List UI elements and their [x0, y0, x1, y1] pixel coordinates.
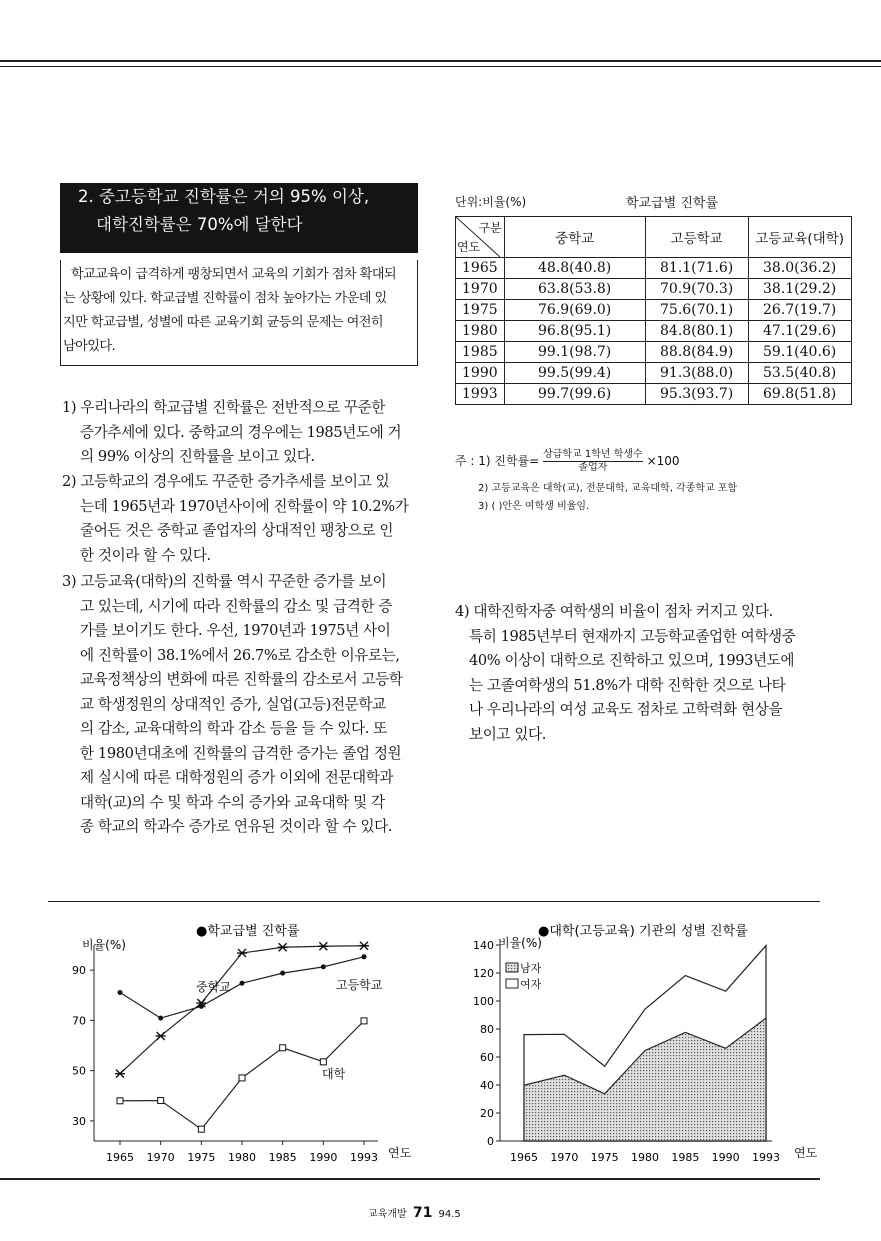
- text-line: 고 있는데, 시기에 따라 진학률의 감소 및 급격한 증: [80, 597, 393, 615]
- x-axis-label: 연도: [388, 1146, 412, 1160]
- text-line: 보이고 있다.: [469, 725, 546, 743]
- corner-top-label: 구분: [478, 221, 502, 235]
- text-line: 4) 대학진학자중 여학생의 비율이 점차 커지고 있다.: [455, 603, 773, 620]
- y-tick-label: 80: [480, 1023, 494, 1036]
- table-header: 고등학교: [645, 217, 748, 258]
- table-row: [456, 258, 852, 279]
- area-chart-svg: [460, 905, 820, 1177]
- text-line: 40% 이상이 대학으로 진학하고 있으며, 1993년도에: [469, 652, 795, 669]
- legend-swatch-male: [506, 963, 518, 972]
- table-header-row: [456, 217, 852, 258]
- table-row: [456, 300, 852, 321]
- x-tick-label: 1993: [350, 1151, 378, 1164]
- text-line: 3) 고등교육(대학)의 진학률 역시 꾸준한 증가를 보이: [62, 573, 387, 590]
- text-line: 줄어든 것은 중학교 졸업자의 상대적인 팽창으로 인: [80, 522, 394, 539]
- x-tick-label: 1965: [106, 1151, 134, 1164]
- summary-line: 지만 학교급별, 성별에 따른 교육기회 균등의 문제는 여전히: [63, 315, 384, 330]
- table-row: [456, 342, 852, 363]
- table-row: [456, 279, 852, 300]
- data-point-square: [198, 1126, 204, 1132]
- table-header: 고등교육(대학): [748, 217, 851, 258]
- summary-box: [60, 260, 418, 366]
- series-line-0: [120, 946, 364, 1074]
- text-line: 대학(교)의 수 및 학과 수의 증가와 교육대학 및 각: [80, 793, 385, 811]
- data-point-star: [156, 1032, 166, 1040]
- y-tick-label: 0: [487, 1135, 494, 1148]
- y-axis-label: 비율(%): [82, 938, 126, 952]
- table-unit: 단위:비율(%): [455, 195, 527, 209]
- data-point-dot: [240, 981, 245, 986]
- data-point-dot: [321, 964, 326, 969]
- table-cell: 47.1(29.6): [748, 321, 851, 342]
- legend-label: 여자: [520, 978, 542, 991]
- text-line: 는 고졸여학생의 51.8%가 대학 진학한 것으로 나타: [469, 676, 786, 694]
- series-label: 중학교: [196, 980, 231, 994]
- x-tick-label: 1970: [146, 1151, 175, 1164]
- table-row: [456, 321, 852, 342]
- x-tick-label: 1985: [268, 1151, 297, 1164]
- text-line: 에 진학률이 38.1%에서 26.7%로 감소한 이유로는,: [80, 646, 400, 664]
- y-tick-label: 100: [473, 995, 494, 1008]
- series-label: 대학: [322, 1067, 346, 1081]
- table-cell: 69.8(51.8): [748, 384, 851, 405]
- chart-panel-bottom-rule: [0, 1178, 820, 1180]
- table-cell: 96.8(95.1): [504, 321, 645, 342]
- table-cell: 81.1(71.6): [645, 258, 748, 279]
- table-cell: 84.8(80.1): [645, 321, 748, 342]
- chart-title: ●학교급별 진학률: [196, 924, 300, 939]
- table-corner-cell: [456, 217, 505, 258]
- table-row: [456, 363, 852, 384]
- series-line-1: [120, 957, 364, 1018]
- table-cell: 38.0(36.2): [748, 258, 851, 279]
- footer-label: 교육개발: [368, 1209, 407, 1220]
- x-axis-label: 연도: [794, 1146, 818, 1160]
- x-tick-label: 1970: [550, 1151, 579, 1164]
- summary-line: 학교교육이 급격하게 팽창되면서 교육의 기회가 점차 확대되: [71, 267, 397, 282]
- table-cell: 38.1(29.2): [748, 279, 851, 300]
- table-cell: 48.8(40.8): [504, 258, 645, 279]
- table-cell-year: 1970: [456, 279, 505, 300]
- y-tick-label: 30: [72, 1114, 86, 1128]
- table-cell: 59.1(40.6): [748, 342, 851, 363]
- table-note-3: 3) ( )안은 여학생 비율임.: [478, 501, 590, 512]
- table-cell: 75.6(70.1): [645, 300, 748, 321]
- data-point-star: [359, 942, 369, 950]
- corner-bottom-label: 연도: [457, 240, 481, 254]
- line-chart-svg: [48, 905, 428, 1177]
- data-point-square: [158, 1098, 164, 1104]
- legend-label: 남자: [520, 962, 542, 975]
- table-cell-year: 1985: [456, 342, 505, 363]
- y-tick-label: 140: [473, 939, 494, 952]
- paragraph-3: [62, 570, 403, 840]
- data-point-dot: [118, 990, 123, 995]
- summary-line: 남아있다.: [63, 339, 116, 354]
- paragraph-1: [62, 396, 401, 470]
- x-tick-label: 1990: [711, 1151, 740, 1164]
- enrollment-table: [455, 216, 852, 405]
- data-point-star: [115, 1070, 125, 1078]
- data-point-dot: [362, 954, 367, 959]
- text-line: 의 99% 이상의 진학률을 보이고 있다.: [80, 448, 315, 465]
- data-point-star: [318, 942, 328, 950]
- y-tick-label: 50: [72, 1064, 86, 1078]
- y-axis-label: 비율(%): [498, 936, 542, 950]
- note-denominator: 졸업자: [578, 462, 608, 473]
- data-point-dot: [199, 1004, 204, 1009]
- text-line: 증가추세에 있다. 중학교의 경우에는 1985년도에 거: [80, 423, 402, 441]
- data-point-square: [117, 1098, 123, 1104]
- table-header: 중학교: [504, 217, 645, 258]
- y-tick-label: 90: [72, 964, 86, 978]
- header-rule-thin: [0, 66, 881, 67]
- x-tick-label: 1980: [631, 1151, 659, 1164]
- note-fraction: [543, 449, 643, 474]
- header-rule: [0, 60, 881, 62]
- table-row: [456, 384, 852, 405]
- text-line: 한 1980년대초에 진학률의 급격한 증가는 졸업 정원: [80, 744, 402, 762]
- text-line: 교 학생정원의 상대적인 증가, 실업(고등)전문학교: [80, 695, 386, 713]
- y-tick-label: 120: [473, 967, 494, 980]
- table-title: 학교급별 진학률: [626, 196, 719, 211]
- table-cell: 70.9(70.3): [645, 279, 748, 300]
- x-tick-label: 1985: [671, 1151, 700, 1164]
- chart-panel-top-rule: [48, 901, 820, 902]
- text-line: 한 것이라 할 수 있다.: [80, 546, 211, 564]
- table-cell-year: 1975: [456, 300, 505, 321]
- y-tick-label: 40: [480, 1079, 494, 1092]
- table-cell-year: 1993: [456, 384, 505, 405]
- y-tick-label: 20: [480, 1107, 494, 1120]
- table-cell: 95.3(93.7): [645, 384, 748, 405]
- table-cell: 99.1(98.7): [504, 342, 645, 363]
- note-multiplier: ×100: [646, 454, 680, 468]
- x-tick-label: 1990: [309, 1151, 338, 1164]
- legend-swatch-female: [506, 979, 518, 988]
- x-tick-label: 1975: [590, 1151, 619, 1164]
- table-cell-year: 1965: [456, 258, 505, 279]
- text-line: 종 학교의 학과수 증가로 연유된 것이라 할 수 있다.: [80, 818, 393, 835]
- data-point-star: [237, 949, 247, 957]
- table-cell: 76.9(69.0): [504, 300, 645, 321]
- data-point-star: [278, 943, 288, 951]
- table-note-2: 2) 고등교육은 대학(교), 전문대학, 교육대학, 각종학교 포함: [478, 483, 738, 494]
- data-point-square: [361, 1018, 367, 1024]
- text-line: 교육정책상의 변화에 따른 진학률의 감소로서 고등학: [80, 671, 403, 688]
- text-line: 1) 우리나라의 학교급별 진학률은 전반적으로 꾸준한: [62, 399, 386, 416]
- text-line: 의 감소, 교육대학의 학과 감소 등을 들 수 있다. 또: [80, 720, 387, 737]
- table-cell: 26.7(19.7): [748, 300, 851, 321]
- section-title-line1: 2. 중고등학교 진학률은 거의 95% 이상,: [78, 187, 370, 206]
- text-line: 특히 1985년부터 현재까지 고등학교졸업한 여학생중: [469, 627, 796, 645]
- x-tick-label: 1980: [228, 1151, 256, 1164]
- data-point-dot: [280, 971, 285, 976]
- table-cell: 99.5(99.4): [504, 363, 645, 384]
- table-cell: 99.7(99.6): [504, 384, 645, 405]
- x-tick-label: 1975: [187, 1151, 216, 1164]
- paragraph-4: [455, 600, 795, 747]
- table-cell: 63.8(53.8): [504, 279, 645, 300]
- y-tick-label: 60: [480, 1051, 494, 1064]
- section-title-line2: 대학진학률은 70%에 달한다: [96, 215, 303, 234]
- footer: [368, 1205, 461, 1221]
- data-point-dot: [158, 1016, 163, 1021]
- note-numerator: 상급학교 1학년 학생수: [543, 449, 643, 460]
- x-tick-label: 1993: [752, 1151, 780, 1164]
- data-point-square: [320, 1059, 326, 1065]
- data-point-square: [280, 1045, 286, 1051]
- page-number: 71: [412, 1205, 433, 1221]
- table-cell: 53.5(40.8): [748, 363, 851, 384]
- text-line: 제 실시에 따른 대학정원의 증가 이외에 전문대학과: [80, 769, 394, 786]
- text-line: 나 우리나라의 여성 교육도 점차로 고학력화 현상을: [469, 701, 783, 718]
- x-tick-label: 1965: [510, 1151, 538, 1164]
- note-prefix: 주 : 1) 진학률=: [455, 454, 540, 468]
- footer-issue: 94.5: [438, 1209, 461, 1220]
- table-cell: 91.3(88.0): [645, 363, 748, 384]
- section-title-box: [60, 183, 418, 253]
- y-tick-label: 70: [72, 1014, 86, 1028]
- chart-title: ●대학(고등교육) 기관의 성별 진학률: [538, 924, 748, 939]
- text-line: 2) 고등학교의 경우에도 꾸준한 증가추세를 보이고 있: [62, 473, 390, 490]
- text-line: 는데 1965년과 1970년사이에 진학률이 약 10.2%가: [80, 497, 409, 515]
- summary-line: 는 상황에 있다. 학교급별 진학률이 점차 높아가는 가운데 있: [63, 291, 387, 306]
- table-cell-year: 1980: [456, 321, 505, 342]
- table-note-1: [455, 449, 680, 474]
- series-label: 고등학교: [336, 978, 383, 992]
- table-cell-year: 1990: [456, 363, 505, 384]
- data-point-square: [239, 1075, 245, 1081]
- table-cell: 88.8(84.9): [645, 342, 748, 363]
- text-line: 가를 보이기도 한다. 우선, 1970년과 1975년 사이: [80, 622, 391, 639]
- paragraph-2: [62, 470, 408, 568]
